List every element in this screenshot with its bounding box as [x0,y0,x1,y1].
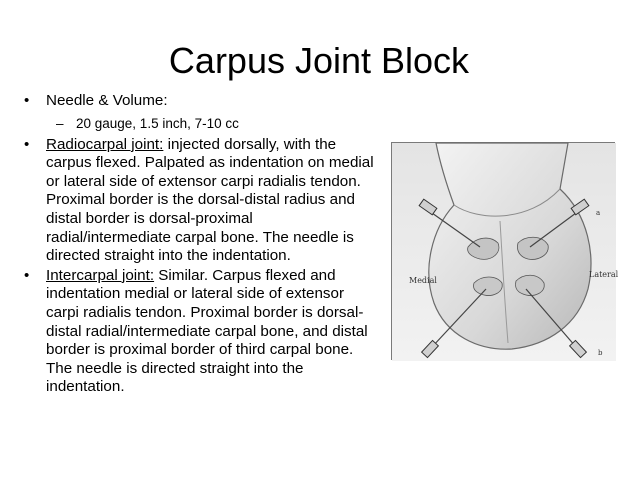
subbullet-needle-spec [24,115,380,132]
intercarpal-indentation-medial [473,277,502,296]
carpus-drawing [392,143,619,361]
radiocarpal-text: injected dorsally, with the carpus flexed. Palpated as indentation on medial or lateral side of extensor carpi radialis tendon. Proximal border is the dorsal-distal radius and distal border is dorsal-proximal radial/intermediate carpal bone. The needle is directed straight into the indentation. [46,135,374,265]
bullet-needle-volume [24,92,380,111]
bullet-marker: • [24,135,30,153]
sub-bullet-marker: – [56,115,64,131]
bullet-intercarpal [24,267,380,397]
bullet-list [24,92,380,397]
radiocarpal-term: Radiocarpal joint: [46,135,164,153]
label-a: a [596,209,601,217]
radiocarpal-indentation-lateral [517,237,548,259]
bullet-marker: • [24,92,30,109]
carpus-illustration [391,142,619,360]
bullet-radiocarpal [24,136,380,266]
label-lateral: Lateral [589,270,619,279]
bullet-needle-label: Needle & Volume: [46,92,168,109]
slide-title: Carpus Joint Block [168,40,470,81]
label-medial: Medial [409,276,437,285]
needle-spec-text: 20 gauge, 1.5 inch, 7-10 cc [76,115,239,131]
bullet-marker: • [24,266,30,284]
intercarpal-indentation-lateral [515,275,544,295]
intercarpal-term: Intercarpal joint: [46,266,155,284]
label-b: b [598,349,603,357]
intercarpal-text: Similar. Carpus flexed and indentation medial or lateral side of extensor carpi radialis tendon. Proximal border is dorsal-distal radial/intermediate carpal bone, and distal border is proximal border of third carpal bone. The needle is directed straight into the indentation. [46,266,368,396]
